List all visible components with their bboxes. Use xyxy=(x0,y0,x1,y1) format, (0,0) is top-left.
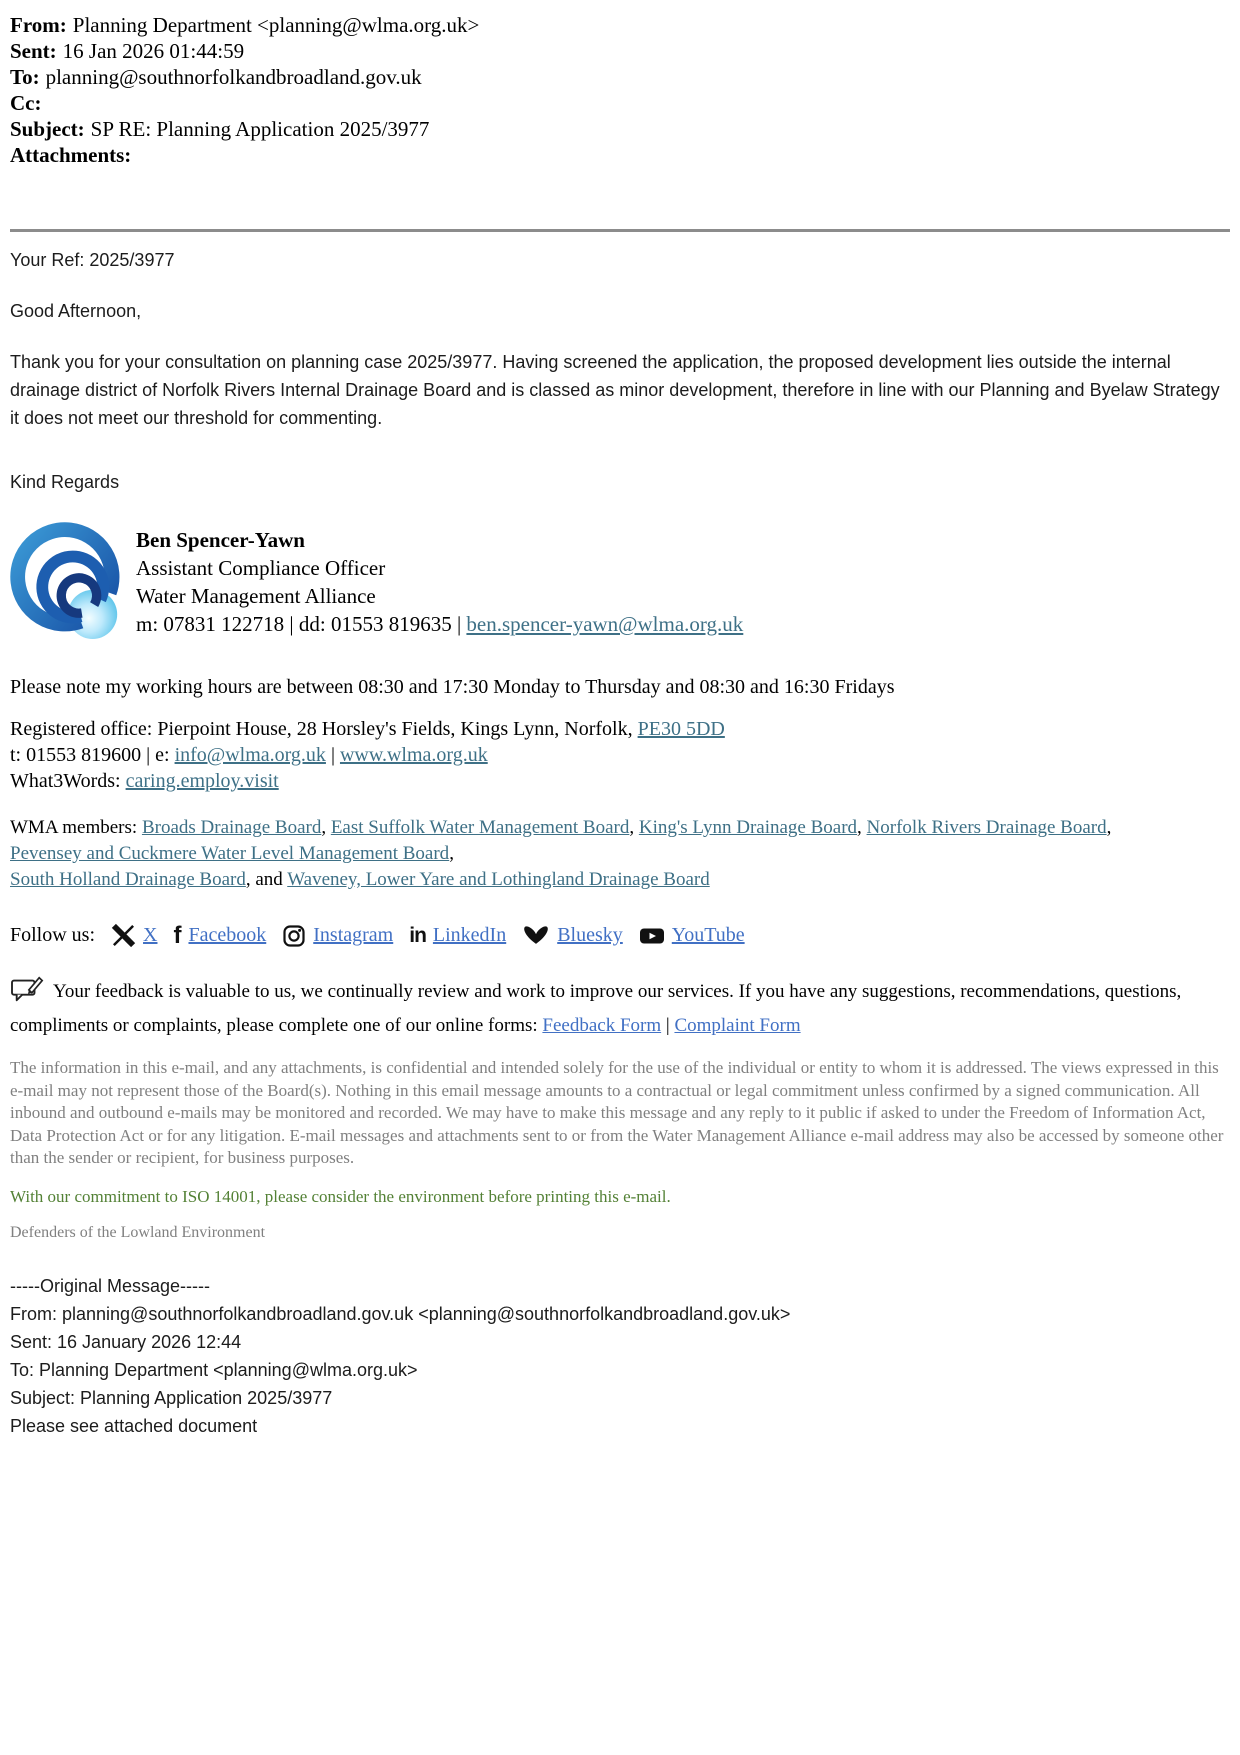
follow-us-label: Follow us: xyxy=(10,924,96,946)
office-address: Registered office: Pierpoint House, 28 Horsley's Fields, Kings Lynn, Norfolk, xyxy=(10,718,638,740)
members-comma: , xyxy=(449,843,454,864)
phone-prefix: t: 01553 819600 | e: xyxy=(10,744,175,766)
feedback-text: Your feedback is valuable to us, we continually review and work to improve our services. If you have any suggestions, recommendations, questions, compliments or complaints, please complete one of our online forms: xyxy=(10,981,1182,1036)
website-link[interactable]: www.wlma.org.uk xyxy=(339,744,488,766)
original-closing-line: Please see attached document xyxy=(10,1415,258,1436)
member-link-norfolk-rivers[interactable]: Norfolk Rivers Drainage Board xyxy=(866,817,1107,838)
from-label: From: xyxy=(10,13,67,37)
subject-value: SP RE: Planning Application 2025/3977 xyxy=(90,117,430,141)
header-subject-row xyxy=(10,116,1232,142)
original-message-block xyxy=(10,1272,1232,1440)
social-link-instagram[interactable]: Instagram xyxy=(313,924,394,946)
member-link-pevensey[interactable]: Pevensey and Cuckmere Water Level Management Board xyxy=(10,843,450,864)
your-ref-line: Your Ref: 2025/3977 xyxy=(10,250,175,270)
working-hours-line: Please note my working hours are between 08:30 and 17:30 Monday to Thursday and 08:30 and 16:30 Fridays xyxy=(10,676,895,698)
instagram-icon[interactable] xyxy=(282,924,306,948)
feedback-form-link[interactable]: Feedback Form xyxy=(542,1015,662,1036)
follow-us-row xyxy=(10,923,1232,948)
member-link-east-suffolk[interactable]: East Suffolk Water Management Board xyxy=(330,817,630,838)
pipe-separator: | xyxy=(325,744,340,766)
signoff-line: Kind Regards xyxy=(10,472,120,492)
social-link-youtube[interactable]: YouTube xyxy=(671,924,745,946)
social-link-bluesky[interactable]: Bluesky xyxy=(557,924,623,946)
facebook-icon[interactable]: f xyxy=(173,921,182,949)
member-link-south-holland[interactable]: South Holland Drainage Board xyxy=(10,869,246,890)
legal-disclaimer: The information in this e-mail, and any attachments, is confidential and intended solely for the use of the individual or entity to whom it is addressed. The views expressed in this e-mail may not represent those of the Board(s). Nothing in this email message amounts to a contractual or legal commitment unless confirmed by a signed communication. All inbound and outbound e-mails may be monitored and recorded. We may have to make this message and any reply to it public if asked to under the Freedom of Information Act, Data Protection Act or for any litigation. E-mail messages and attachments sent to or from the Water Management Alliance e-mail address may also be accessed by someone other than the sender or recipient, for business purposes. xyxy=(10,1058,1224,1167)
to-label: To: xyxy=(10,65,40,89)
members-separator: , xyxy=(629,817,639,838)
feedback-form-icon xyxy=(10,974,44,1012)
members-separator: , xyxy=(321,817,331,838)
sent-label: Sent: xyxy=(10,39,57,63)
members-separator: , xyxy=(857,817,867,838)
header-to-row xyxy=(10,64,1232,90)
what3words-line xyxy=(10,768,1232,794)
header-sent-row xyxy=(10,38,1232,64)
youtube-icon[interactable] xyxy=(639,926,665,946)
members-label: WMA members: xyxy=(10,817,142,838)
what3words-link[interactable]: caring.employ.visit xyxy=(125,770,279,792)
wma-members-block xyxy=(10,815,1232,893)
social-link-linkedin[interactable]: LinkedIn xyxy=(432,924,507,946)
original-subject-line: Subject: Planning Application 2025/3977 xyxy=(10,1387,333,1408)
to-value: planning@southnorfolkandbroadland.gov.uk xyxy=(45,65,422,89)
header-from-row xyxy=(10,12,1232,38)
office-info-block xyxy=(10,716,1232,794)
wma-logo-icon xyxy=(10,518,128,640)
original-to-line: To: Planning Department <planning@wlma.org.uk> xyxy=(10,1359,418,1380)
signature-phones: m: 07831 122718 | dd: 01553 819635 | xyxy=(136,612,467,636)
company-tagline: Defenders of the Lowland Environment xyxy=(10,1223,266,1241)
member-link-waveney[interactable]: Waveney, Lower Yare and Lothingland Drainage Board xyxy=(287,869,710,890)
social-link-facebook[interactable]: Facebook xyxy=(188,924,267,946)
member-link-broads[interactable]: Broads Drainage Board xyxy=(141,817,322,838)
social-link-x[interactable]: X xyxy=(143,924,158,946)
feedback-pipe: | xyxy=(661,1015,675,1036)
registered-office-line xyxy=(10,716,1232,742)
sent-value: 16 Jan 2026 01:44:59 xyxy=(62,39,245,63)
feedback-paragraph xyxy=(10,974,1232,1039)
original-sent-line: Sent: 16 January 2026 12:44 xyxy=(10,1331,242,1352)
members-and-separator: , and xyxy=(245,869,288,890)
signature-org: Water Management Alliance xyxy=(136,584,376,608)
body-paragraph: Thank you for your consultation on planning case 2025/3977. Having screened the application, the proposed development lies outside the internal drainage district of Norfolk Rivers Internal Drainage Board and is classed as minor development, therefore in line with our Planning and Byelaw Strategy it does not meet our threshold for commenting. xyxy=(10,352,1220,428)
cc-label: Cc: xyxy=(10,91,42,115)
header-cc-row xyxy=(10,90,1232,116)
subject-label: Subject: xyxy=(10,117,85,141)
signature-title: Assistant Compliance Officer xyxy=(136,556,386,580)
signature-email-link[interactable]: ben.spencer-yawn@wlma.org.uk xyxy=(466,612,744,636)
linkedin-icon[interactable]: in xyxy=(409,924,426,947)
bluesky-icon[interactable] xyxy=(522,924,550,947)
email-header xyxy=(10,12,1232,168)
postcode-link[interactable]: PE30 5DD xyxy=(637,718,725,740)
what3words-label: What3Words: xyxy=(10,770,126,792)
signature-contact-line xyxy=(136,610,743,638)
signature-block xyxy=(10,518,1232,640)
complaint-form-link[interactable]: Complaint Form xyxy=(674,1015,801,1036)
members-comma: , xyxy=(1106,817,1112,838)
phone-email-line xyxy=(10,742,1232,768)
signature-text xyxy=(136,518,743,638)
header-attachments-row xyxy=(10,142,1232,168)
iso-environment-line: With our commitment to ISO 14001, please consider the environment before printing this e-mail. xyxy=(10,1186,671,1206)
member-link-kings-lynn[interactable]: King's Lynn Drainage Board xyxy=(638,817,858,838)
from-value: Planning Department <planning@wlma.org.uk> xyxy=(72,13,480,37)
info-email-link[interactable]: info@wlma.org.uk xyxy=(174,744,326,766)
x-icon[interactable] xyxy=(111,923,136,948)
greeting-line: Good Afternoon, xyxy=(10,301,142,321)
attachments-label: Attachments: xyxy=(10,143,132,167)
original-message-divider: -----Original Message----- xyxy=(10,1275,211,1296)
original-from-line: From: planning@southnorfolkandbroadland.gov.uk <planning@southnorfolkandbroadland.gov.uk> xyxy=(10,1303,791,1324)
header-divider xyxy=(10,229,1230,232)
signature-name: Ben Spencer-Yawn xyxy=(136,528,305,552)
